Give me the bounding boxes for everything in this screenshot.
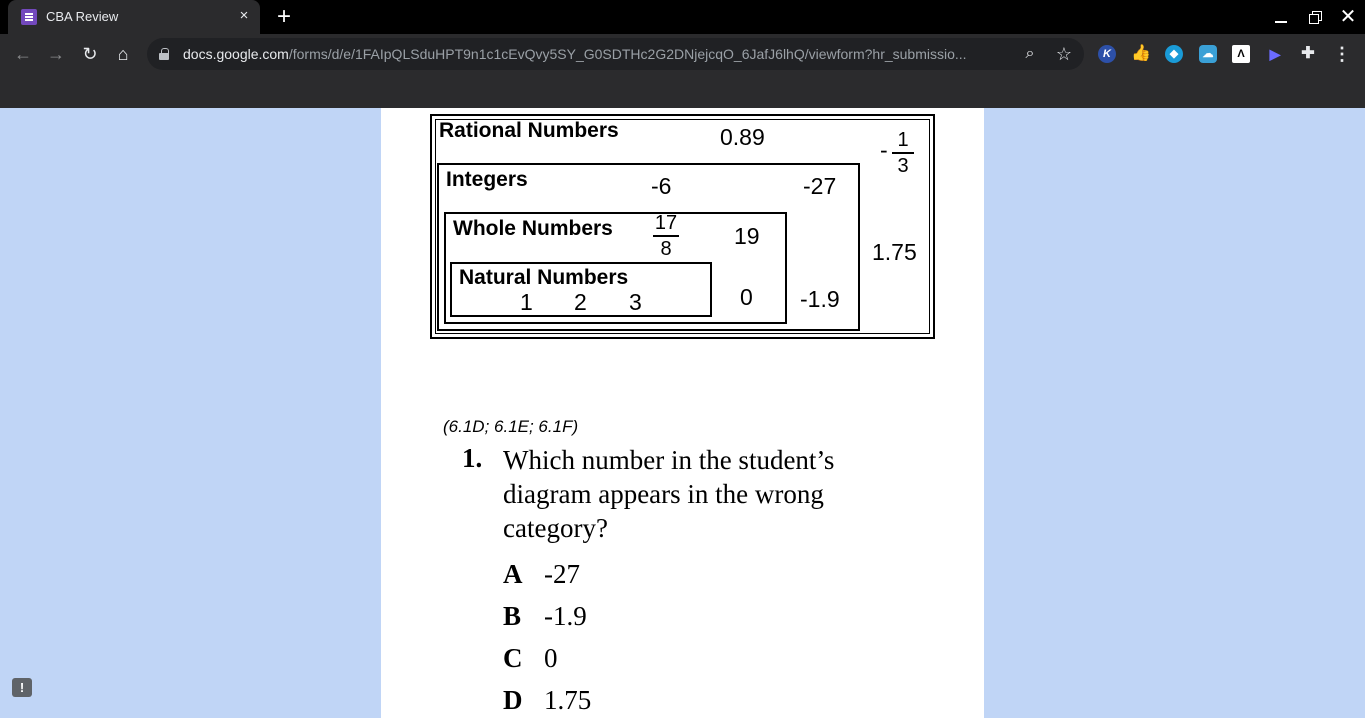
option-d — [503, 685, 591, 716]
rational-numbers-label: Rational Numbers — [439, 119, 619, 142]
value-3: 3 — [629, 289, 642, 315]
browser-toolbar — [0, 34, 1365, 74]
tab-cba-review[interactable] — [8, 0, 260, 34]
value-2: 2 — [574, 289, 587, 315]
reload-button[interactable]: ↻ — [82, 44, 98, 64]
fraction-neg-one-third — [892, 129, 914, 177]
url-path: /forms/d/e/1FAIpQLSduHPT9n1c1cEvQvy5SY_G0SDTHc2G2DNjejcqO_6JafJ6lhQ/viewform?hr_submissio... — [288, 46, 967, 62]
option-letter: B — [503, 601, 522, 631]
natural-numbers-label: Natural Numbers — [459, 266, 629, 289]
bookmarks-bar — [0, 74, 1365, 108]
restore-button[interactable] — [1303, 6, 1327, 28]
bookmark-star-icon[interactable]: ☆ — [1055, 44, 1073, 64]
browser-menu-icon[interactable]: ⋮ — [1333, 44, 1351, 64]
option-a — [503, 559, 580, 590]
option-value: 1.75 — [544, 685, 592, 715]
extension-diamond-icon[interactable]: ◆ — [1165, 45, 1183, 63]
value-0-89: 0.89 — [720, 124, 765, 150]
new-tab-button[interactable]: + — [276, 3, 291, 30]
fraction-numerator: 17 — [654, 212, 678, 234]
value-0: 0 — [740, 284, 753, 310]
zoom-icon[interactable]: ⌕ — [1025, 45, 1035, 62]
question-number: 1. — [462, 443, 483, 473]
option-letter: A — [503, 559, 523, 589]
fraction-denominator: 3 — [897, 155, 909, 177]
option-c — [503, 643, 558, 674]
integers-label: Integers — [446, 168, 528, 191]
back-button[interactable]: ← — [14, 44, 32, 64]
value-1-75: 1.75 — [872, 239, 917, 265]
extension-a-icon[interactable]: Λ — [1232, 45, 1250, 63]
value-1: 1 — [520, 289, 533, 315]
lock-icon[interactable] — [159, 48, 169, 60]
home-button[interactable]: ⌂ — [117, 44, 129, 64]
question-text: Which number in the student’s diagram appears in the wrong category? — [503, 445, 835, 543]
tab-title: CBA Review — [46, 9, 119, 24]
url-host: docs.google.com — [183, 46, 289, 62]
value-neg-27: -27 — [803, 173, 837, 199]
report-feedback-button[interactable]: ! — [12, 678, 32, 697]
url-text[interactable] — [183, 46, 1003, 62]
option-b — [503, 601, 587, 632]
fraction-numerator: 1 — [897, 129, 909, 151]
value-neg-sign: - — [880, 137, 888, 163]
extension-cursor-icon[interactable]: ▶ — [1269, 46, 1281, 62]
form-page — [381, 108, 984, 718]
value-19: 19 — [734, 223, 760, 249]
value-neg-6: -6 — [651, 173, 672, 199]
value-neg-1-9: -1.9 — [800, 286, 840, 312]
option-value: 0 — [544, 643, 558, 673]
extension-cloud-icon[interactable]: ☁ — [1199, 45, 1217, 63]
close-window-button[interactable]: ✕ — [1339, 6, 1357, 28]
forms-icon — [21, 9, 37, 25]
forward-button[interactable]: → — [47, 44, 65, 64]
close-icon[interactable]: × — [239, 7, 249, 24]
option-value: -27 — [544, 559, 580, 589]
extension-k-icon[interactable]: K — [1098, 45, 1116, 63]
option-value: -1.9 — [544, 601, 587, 631]
extensions-puzzle-icon[interactable]: ✚ — [1301, 45, 1315, 62]
option-letter: C — [503, 643, 523, 673]
tab-strip — [0, 0, 1365, 34]
extension-thumb-icon[interactable]: 👍 — [1131, 45, 1151, 62]
option-letter: D — [503, 685, 523, 715]
fraction-denominator: 8 — [660, 238, 672, 260]
minimize-button[interactable] — [1269, 6, 1293, 28]
standards-label: (6.1D; 6.1E; 6.1F) — [443, 417, 579, 436]
address-bar[interactable] — [147, 38, 1084, 70]
number-sets-diagram — [429, 113, 935, 339]
fraction-17-8 — [653, 212, 679, 260]
whole-numbers-label: Whole Numbers — [453, 217, 613, 240]
